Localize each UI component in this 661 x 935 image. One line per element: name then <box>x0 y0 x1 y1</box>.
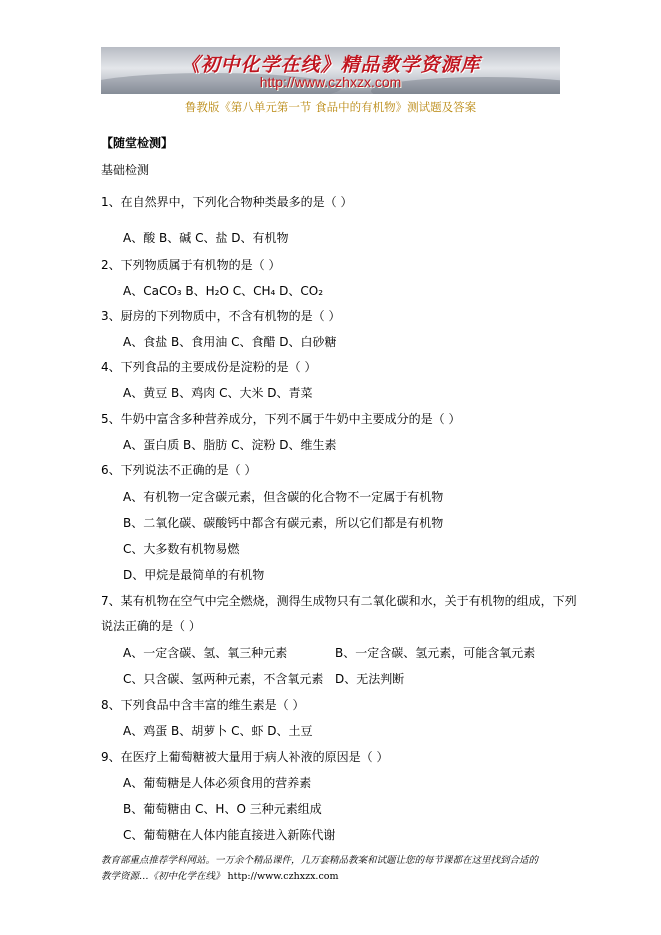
question-7-option-a: A、一定含碳、氢、氧三种元素 <box>123 646 288 660</box>
question-3: 3、厨房的下列物质中，不含有机物的是（ ） <box>101 309 341 323</box>
question-7-option-b: B、一定含碳、氢元素，可能含氧元素 <box>335 646 536 660</box>
question-9: 9、在医疗上葡萄糖被大量用于病人补液的原因是（ ） <box>101 750 389 764</box>
question-9-option-c: C、葡萄糖在人体内能直接进入新陈代谢 <box>123 828 336 842</box>
question-9-option-b: B、葡萄糖由 C、H、O 三种元素组成 <box>123 802 322 816</box>
subsection-heading: 基础检测 <box>101 163 150 177</box>
question-7: 7、某有机物在空气中完全燃烧，测得生成物只有二氧化碳和水，关于有机物的组成，下列 <box>101 594 577 608</box>
footer-line-1: 教育部重点推荐学科网站。一万余个精品课件，几万套精品教案和试题让您的每节课都在这里找到合适的 <box>101 855 539 866</box>
header-banner <box>101 47 560 94</box>
question-6: 6、下列说法不正确的是（ ） <box>101 463 257 477</box>
footer-url[interactable]: http://www.czhxzx.com <box>227 871 339 882</box>
question-1-options: A、酸 B、碱 C、盐 D、有机物 <box>123 231 289 245</box>
question-5-options: A、蛋白质 B、脂肪 C、淀粉 D、维生素 <box>123 438 337 452</box>
question-5: 5、牛奶中富含多种营养成分，下列不属于牛奶中主要成分的是（ ） <box>101 412 461 426</box>
banner-title: 《初中化学在线》精品教学资源库 <box>180 54 481 76</box>
question-7-continued: 说法正确的是（ ） <box>101 619 201 633</box>
question-1: 1、在自然界中，下列化合物种类最多的是（ ） <box>101 195 353 209</box>
question-8: 8、下列食品中含丰富的维生素是（ ） <box>101 698 305 712</box>
question-6-option-d: D、甲烷是最简单的有机物 <box>123 568 265 582</box>
question-6-option-a: A、有机物一定含碳元素，但含碳的化合物不一定属于有机物 <box>123 490 444 504</box>
question-2: 2、下列物质属于有机物的是（ ） <box>101 258 281 272</box>
question-7-option-c: C、只含碳、氢两种元素，不含氧元素 <box>123 672 324 686</box>
banner-url[interactable]: http://www.czhxzx.com <box>259 74 402 90</box>
footer-line-2 <box>101 869 571 885</box>
question-7-option-d: D、无法判断 <box>335 672 405 686</box>
question-4: 4、下列食品的主要成份是淀粉的是（ ） <box>101 360 317 374</box>
question-8-options: A、鸡蛋 B、胡萝卜 C、虾 D、土豆 <box>123 724 313 738</box>
footer-text: 教学资源…《初中化学在线》 <box>101 871 225 882</box>
question-4-options: A、黄豆 B、鸡肉 C、大米 D、青菜 <box>123 386 313 400</box>
question-9-option-a: A、葡萄糖是人体必须食用的营养素 <box>123 776 312 790</box>
question-6-option-b: B、二氧化碳、碳酸钙中都含有碳元素，所以它们都是有机物 <box>123 516 444 530</box>
question-2-options: A、CaCO₃ B、H₂O C、CH₄ D、CO₂ <box>123 284 323 298</box>
page-footer <box>101 853 571 885</box>
question-6-option-c: C、大多数有机物易燃 <box>123 542 240 556</box>
section-heading: 【随堂检测】 <box>101 136 174 150</box>
question-3-options: A、食盐 B、食用油 C、食醋 D、白砂糖 <box>123 335 337 349</box>
document-title: 鲁教版《第八单元第一节 食品中的有机物》测试题及答案 <box>184 100 477 114</box>
